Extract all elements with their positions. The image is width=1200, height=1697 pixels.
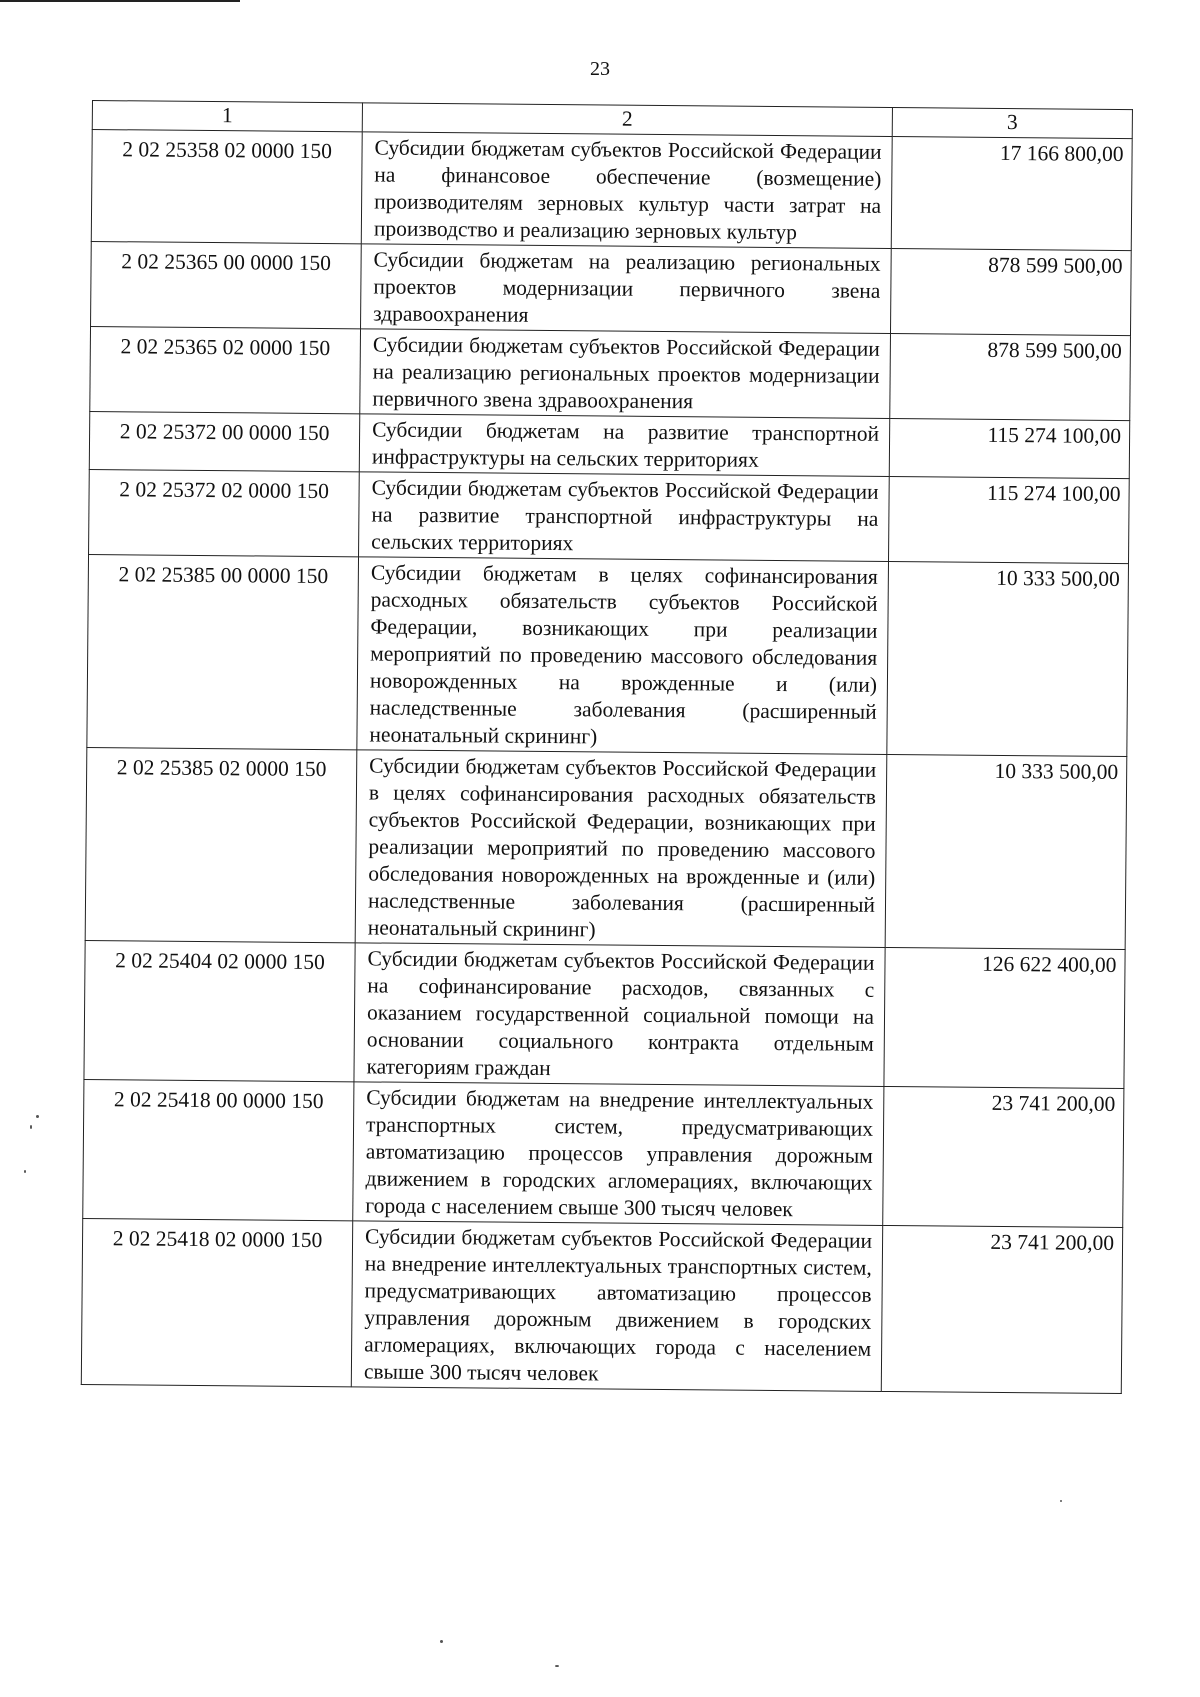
revenue-name-cell: Субсидии бюджетам на развитие транспортной инфраструктуры на сельских территориях bbox=[359, 414, 889, 477]
table-row bbox=[90, 326, 1131, 420]
table-row bbox=[83, 1079, 1124, 1227]
scan-speck bbox=[1060, 1500, 1062, 1502]
table-row bbox=[84, 940, 1125, 1088]
amount-cell: 10 333 500,00 bbox=[887, 561, 1129, 756]
column-header-code: 1 bbox=[92, 101, 362, 132]
amount-cell: 115 274 100,00 bbox=[889, 476, 1130, 563]
budget-code-cell: 2 02 25372 00 0000 150 bbox=[89, 411, 359, 471]
budget-code-cell: 2 02 25385 02 0000 150 bbox=[85, 747, 357, 942]
table-row bbox=[91, 130, 1132, 251]
scan-speck bbox=[24, 1170, 26, 1173]
budget-code-cell: 2 02 25385 00 0000 150 bbox=[87, 554, 359, 749]
amount-cell: 115 274 100,00 bbox=[889, 418, 1129, 478]
scan-speck bbox=[440, 1640, 443, 1643]
table-row bbox=[91, 241, 1132, 335]
column-header-name: 2 bbox=[362, 103, 892, 137]
budget-code-cell: 2 02 25365 02 0000 150 bbox=[90, 326, 361, 413]
budget-revenue-table bbox=[81, 100, 1133, 1394]
column-header-amount: 3 bbox=[892, 107, 1132, 138]
budget-code-cell: 2 02 25418 02 0000 150 bbox=[81, 1218, 352, 1386]
table-row bbox=[87, 554, 1129, 756]
scan-speck bbox=[30, 1125, 32, 1129]
scan-edge-line bbox=[0, 0, 240, 2]
revenue-name-cell: Субсидии бюджетам субъектов Российской Федерации на софинансирование расходов, связанных с оказанием государственной социальной помощи на основании социального контракта отдельным категориям граждан bbox=[354, 943, 885, 1087]
table-row bbox=[89, 469, 1130, 563]
revenue-name-cell: Субсидии бюджетам на реализацию региональных проектов модернизации первичного звена здравоохранения bbox=[361, 244, 892, 334]
budget-code-cell: 2 02 25404 02 0000 150 bbox=[84, 940, 355, 1081]
budget-code-cell: 2 02 25418 00 0000 150 bbox=[83, 1079, 354, 1220]
revenue-name-cell: Субсидии бюджетам субъектов Российской Федерации на реализацию региональных проектов модернизации первичного звена здравоохранения bbox=[360, 329, 891, 419]
budget-code-cell: 2 02 25365 00 0000 150 bbox=[91, 241, 362, 328]
revenue-name-cell: Субсидии бюджетам субъектов Российской Федерации на финансовое обеспечение (возмещение) производителям зерновых культур части затрат на производство и реализацию зерновых культур bbox=[361, 132, 892, 249]
amount-cell: 23 741 200,00 bbox=[881, 1225, 1122, 1393]
table-row bbox=[81, 1218, 1122, 1393]
revenue-name-cell: Субсидии бюджетам в целях софинансирования расходных обязательств субъектов Российской Федерации, возникающих при реализации мероприятий по проведению массового обследования новорожденных на врожденные и (или) наследственные заболевания (расширенный неонатальный скрининг) bbox=[357, 557, 889, 755]
table-row bbox=[85, 747, 1127, 949]
table-row bbox=[89, 411, 1129, 478]
amount-cell: 878 599 500,00 bbox=[890, 248, 1131, 335]
scan-speck bbox=[555, 1665, 559, 1667]
revenue-name-cell: Субсидии бюджетам субъектов Российской Федерации на внедрение интеллектуальных транспортных систем, предусматривающих автоматизацию процессов управления дорожным движением в городских агломерациях, включающих города с населением свыше 300 тысяч человек bbox=[351, 1221, 882, 1392]
revenue-name-cell: Субсидии бюджетам на внедрение интеллектуальных транспортных систем, предусматривающих автоматизацию процессов управления дорожным движением в городских агломерациях, включающих города с населением свыше 300 тысяч человек bbox=[353, 1082, 884, 1226]
scan-speck bbox=[36, 1115, 39, 1118]
revenue-name-cell: Субсидии бюджетам субъектов Российской Федерации в целях софинансирования расходных обязательств субъектов Российской Федерации, возникающих при реализации мероприятий по проведению массового обследования новорожденных на врожденные и (или) наследственные заболевания (расширенный неонатальный скрининг) bbox=[355, 750, 887, 948]
budget-code-cell: 2 02 25358 02 0000 150 bbox=[91, 130, 362, 244]
amount-cell: 878 599 500,00 bbox=[890, 333, 1131, 420]
amount-cell: 10 333 500,00 bbox=[885, 754, 1127, 949]
amount-cell: 23 741 200,00 bbox=[883, 1086, 1124, 1227]
budget-code-cell: 2 02 25372 02 0000 150 bbox=[89, 469, 360, 556]
amount-cell: 17 166 800,00 bbox=[891, 136, 1132, 250]
page-number: 23 bbox=[590, 58, 610, 80]
amount-cell: 126 622 400,00 bbox=[884, 947, 1125, 1088]
revenue-name-cell: Субсидии бюджетам субъектов Российской Федерации на развитие транспортной инфраструктуры на сельских территориях bbox=[359, 472, 890, 562]
